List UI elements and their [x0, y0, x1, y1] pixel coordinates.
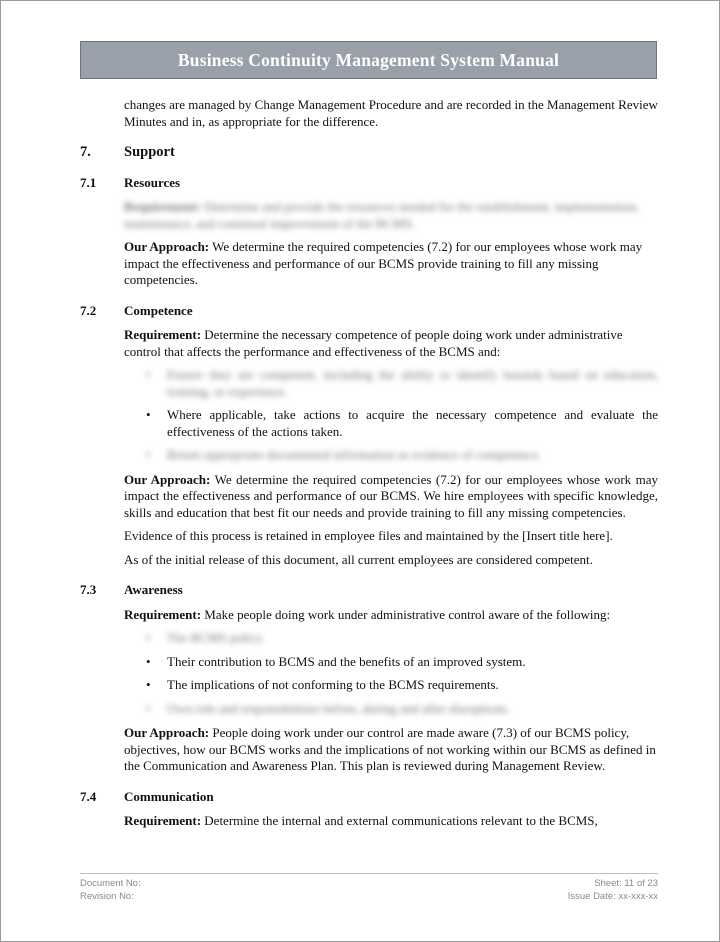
requirement-text: Determine the internal and external communications relevant to the BCMS, — [204, 813, 598, 828]
document-body — [80, 97, 658, 837]
list-item: • The implications of not conforming to the BCMS requirements. — [146, 677, 499, 692]
section-number: 7. — [80, 144, 91, 160]
section-title: Awareness — [124, 582, 183, 597]
list-item: • Where applicable, take actions to acquire the necessary competence and evaluate the effectiveness of the actions taken. — [146, 407, 658, 439]
approach-text: People doing work under our control are made aware (7.3) of our BCMS policy, objectives, how our BCMS works and the implications of not working within our BCMS as defined in the Communication and Awareness Plan. This plan is reviewed during Management Review. — [124, 725, 656, 773]
revision-number-label: Revision No: — [80, 890, 134, 902]
list-item: • Own role and responsibilities before, during and after disruptions. — [146, 700, 510, 716]
section-title: Communication — [124, 788, 214, 804]
bullet-icon: • — [146, 407, 151, 422]
awareness-requirement-paragraph — [124, 607, 658, 624]
approach-label: Our Approach: — [124, 239, 210, 254]
bullet-icon: • — [146, 630, 151, 645]
section-number: 7.1 — [80, 174, 97, 190]
competence-bullet-list — [124, 367, 658, 464]
requirement-text: Make people doing work under administrative control aware of the following: — [204, 606, 611, 622]
list-item: • Ensure they are competent, including the ability to identify hazards based on education, training, or experience. — [146, 367, 658, 399]
awareness-approach-paragraph — [124, 725, 658, 775]
requirement-label: Requirement: — [124, 813, 202, 828]
list-item: • The BCMS policy. — [146, 630, 265, 645]
section-number: 7.3 — [80, 582, 97, 597]
awareness-bullet-list — [124, 630, 658, 717]
requirement-label: Requirement: — [124, 199, 202, 214]
sheet-number: Sheet: 11 of 23 — [594, 878, 658, 889]
section-title: Resources — [124, 174, 181, 190]
section-number: 7.4 — [80, 788, 97, 804]
resources-approach-paragraph — [124, 239, 658, 289]
section-7-3-heading — [80, 582, 658, 599]
resources-requirement-paragraph — [124, 199, 658, 232]
section-7-1-heading — [80, 175, 658, 192]
intro-paragraph: changes are managed by Change Management Procedure and are recorded in the Management Review Minutes and in, as appropriate for the difference. — [124, 97, 658, 129]
approach-label: Our Approach: — [124, 725, 210, 740]
bullet-icon: • — [146, 677, 151, 692]
list-item: • Retain appropriate documented information as evidence of competence. — [146, 447, 541, 462]
requirement-label: Requirement: — [124, 327, 202, 342]
document-number-label: Document No: — [80, 878, 141, 889]
approach-text: We determine the required competencies (7.2) for our employees whose work may impact the effectiveness and performance of our BCMS provide training to fill any missing competencies. — [124, 239, 643, 287]
competence-approach-paragraph — [124, 472, 658, 522]
competence-requirement-paragraph — [124, 327, 658, 360]
requirement-text: Determine the necessary competence of people doing work under administrative control that affects the performance and effectiveness of the BCMS and: — [124, 327, 623, 359]
section-number: 7.2 — [80, 302, 97, 318]
requirement-label: Requirement: — [124, 606, 202, 622]
requirement-text: Determine and provide the resources needed for the establishment, implementation, maintenance, and continual improvement of the BCMS. — [124, 199, 640, 231]
initial-release-paragraph: As of the initial release of this document, all current employees are considered competent. — [124, 551, 593, 567]
section-title: Competence — [124, 302, 193, 318]
approach-label: Our Approach: — [124, 471, 211, 487]
bullet-icon: • — [146, 447, 151, 462]
issue-date: Issue Date: xx-xxx-xx — [567, 890, 658, 902]
bullet-icon: • — [146, 700, 151, 716]
list-item: • Their contribution to BCMS and the benefits of an improved system. — [146, 653, 526, 669]
section-7-heading — [80, 144, 658, 161]
section-title: Support — [124, 144, 175, 160]
evidence-paragraph: Evidence of this process is retained in employee files and maintained by the [Insert title here]. — [124, 528, 613, 543]
approach-text: We determine the required competencies (7.2) for our employees whose work may impact the effectiveness and performance of our BCMS. We hire employees with specific knowledge, skills and education that best fit our needs and provide training to fill any missing competencies. — [124, 471, 659, 520]
section-7-4-heading — [80, 789, 658, 806]
section-7-2-heading — [80, 303, 658, 320]
bullet-icon: • — [146, 653, 151, 669]
communication-requirement-paragraph — [124, 813, 658, 830]
bullet-icon: • — [146, 367, 151, 382]
page-footer — [80, 873, 658, 903]
document-title-banner: Business Continuity Management System Manual — [80, 41, 657, 79]
